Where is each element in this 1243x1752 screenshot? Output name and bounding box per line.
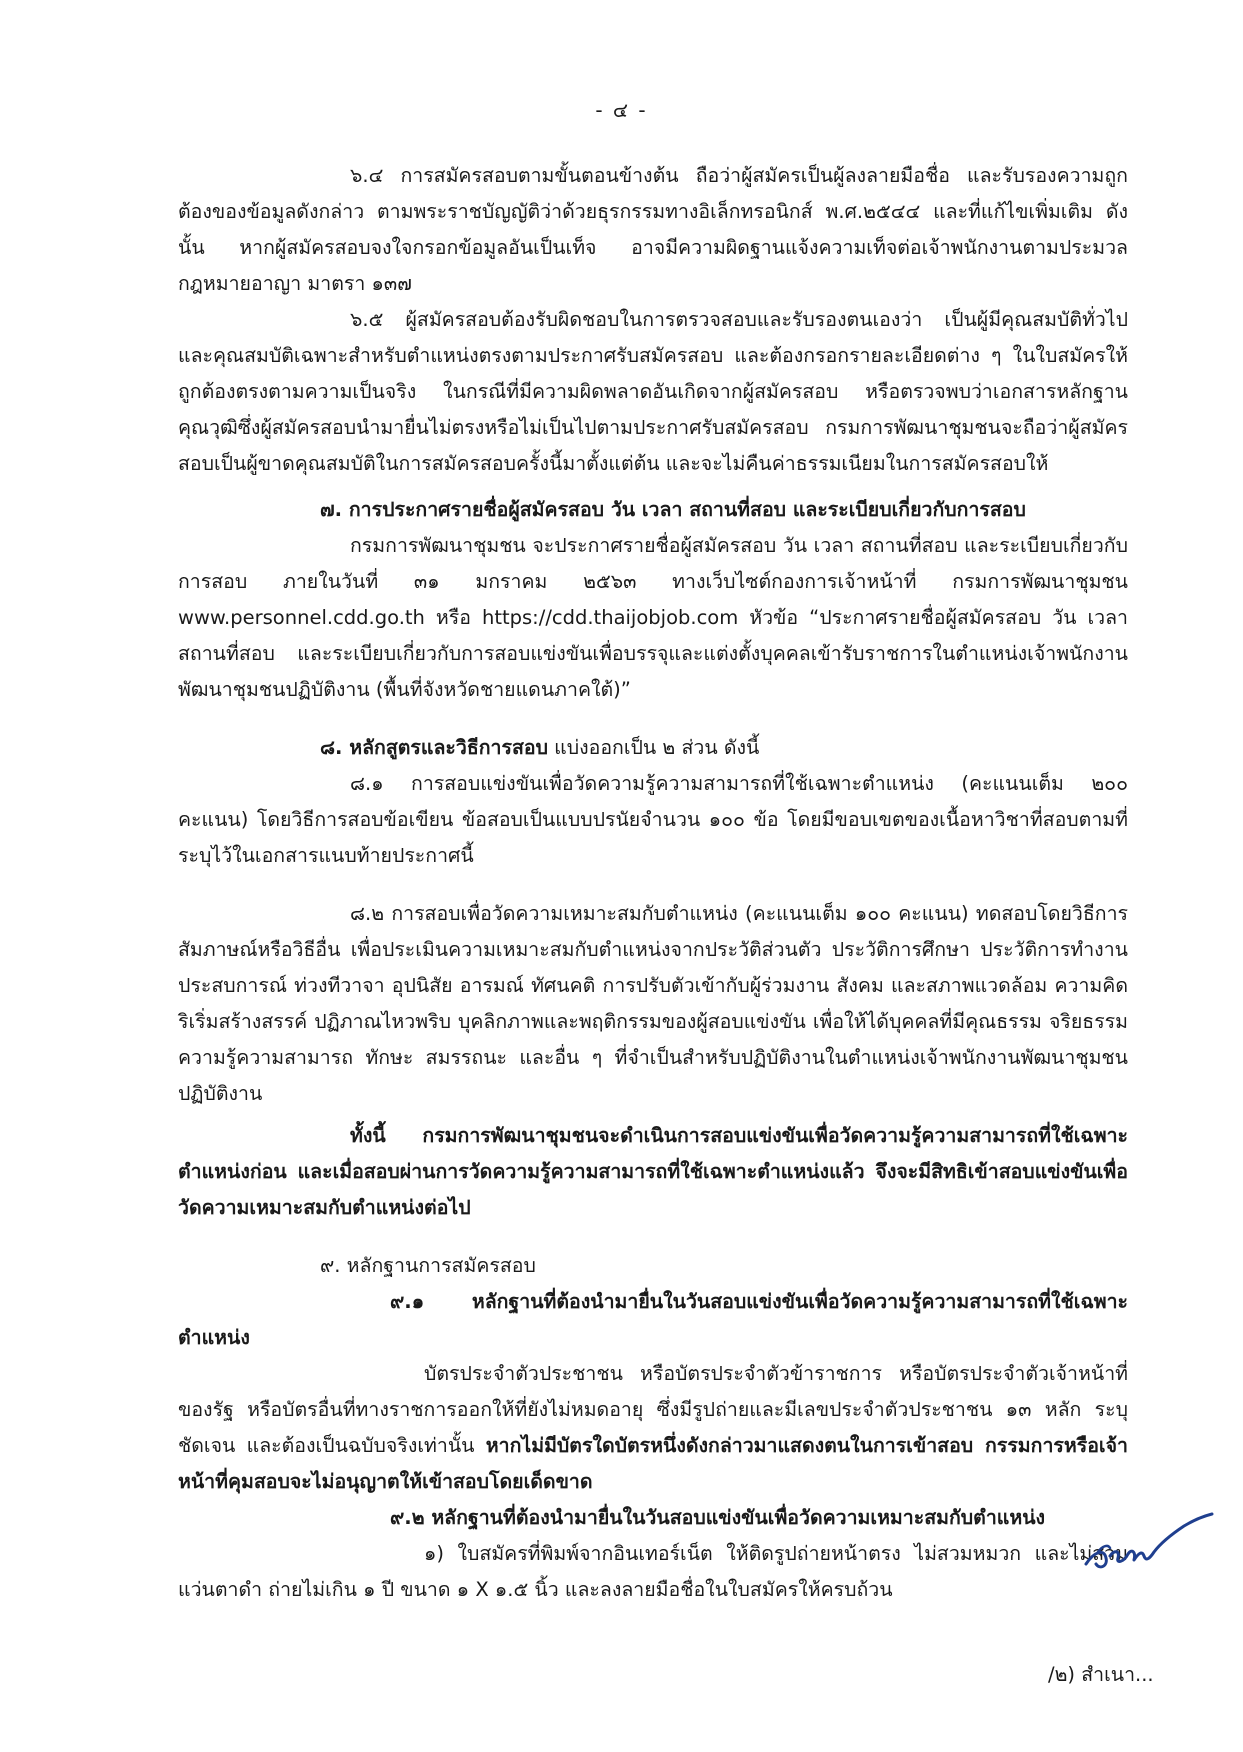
continuation-note: /๒) สำเนา... xyxy=(1048,1663,1154,1686)
heading-9-1: ๙.๑ หลักฐานที่ต้องนำมายื่นในวันสอบแข่งขันเพื่อวัดความรู้ความสามารถที่ใช้เฉพาะตำแหน่ง xyxy=(178,1290,1128,1349)
paragraph-9-1-text: บัตรประจำตัวประชาชน หรือบัตรประจำตัวข้าราชการ หรือบัตรประจำตัวเจ้าหน้าที่ของรัฐ หรือบัตรอื่นที่ทางราชการออกให้ที่ยังไม่หมดอายุ ซึ่งมีรูปถ่ายและมีเลขประจำตัวประชาชน ๑๓ หลัก ระบุชัดเจน และต้องเป็นฉบับจริงเท่านั้น xyxy=(178,1362,1128,1457)
page-number: - ๔ - xyxy=(595,98,648,122)
heading-7: ๗. การประกาศรายชื่อผู้สมัครสอบ วัน เวลา สถานที่สอบ และระเบียบเกี่ยวกับการสอบ xyxy=(320,498,1026,521)
heading-8-suffix: แบ่งออกเป็น ๒ ส่วน ดังนี้ xyxy=(547,736,760,759)
signature-mark xyxy=(1080,1512,1216,1582)
paragraph-8-2: ๘.๒ การสอบเพื่อวัดความเหมาะสมกับตำแหน่ง (คะแนนเต็ม ๑๐๐ คะแนน) ทดสอบโดยวิธีการสัมภาษณ์หรือวิธีอื่น เพื่อประเมินความเหมาะสมกับตำแหน่งจากประวัติส่วนตัว ประวัติการศึกษา ประวัติการทำงาน ประสบการณ์ ท่วงทีวาจา อุปนิสัย อารมณ์ ทัศนคติ การปรับตัวเข้ากับผู้ร่วมงาน สังคม และสภาพแวดล้อม ความคิดริเริ่มสร้างสรรค์ ปฏิภาณไหวพริบ บุคลิกภาพและพฤติกรรมของผู้สอบแข่งขัน เพื่อให้ได้บุคคลที่มีคุณธรรม จริยธรรม ความรู้ความสามารถ ทักษะ สมรรถนะ และอื่น ๆ ที่จำเป็นสำหรับปฏิบัติงานในตำแหน่งเจ้าพนักงานพัฒนาชุมชนปฏิบัติงาน xyxy=(178,902,1128,1105)
heading-9: ๙. หลักฐานการสมัครสอบ xyxy=(320,1254,536,1277)
paragraph-9-1-emphasis: หากไม่มีบัตรใดบัตรหนึ่งดังกล่าวมาแสดงตนในการเข้าสอบ กรรมการหรือเจ้าหน้าที่คุมสอบจะไม่อนุญาตให้เข้าสอบโดยเด็ดขาด xyxy=(178,1434,1128,1493)
heading-8 xyxy=(178,730,1128,766)
paragraph-6-4: ๖.๔ การสมัครสอบตามขั้นตอนข้างต้น ถือว่าผู้สมัครเป็นผู้ลงลายมือชื่อ และรับรองความถูกต้องของข้อมูลดังกล่าว ตามพระราชบัญญัติว่าด้วยธุรกรรมทางอิเล็กทรอนิกส์ พ.ศ.๒๕๔๔ และที่แก้ไขเพิ่มเติม ดังนั้น หากผู้สมัครสอบจงใจกรอกข้อมูลอันเป็นเท็จ อาจมีความผิดฐานแจ้งความเท็จต่อเจ้าพนักงานตามประมวลกฎหมายอาญา มาตรา ๑๓๗ xyxy=(178,164,1128,295)
paragraph-9-2-1: ๑) ใบสมัครที่พิมพ์จากอินเทอร์เน็ต ให้ติดรูปถ่ายหน้าตรง ไม่สวมหมวก และไม่สวมแว่นตาดำ ถ่ายไม่เกิน ๑ ปี ขนาด ๑ X ๑.๕ นิ้ว และลงลายมือชื่อในใบสมัครให้ครบถ้วน xyxy=(178,1542,1128,1601)
paragraph-8-note: ทั้งนี้ กรมการพัฒนาชุมชนจะดำเนินการสอบแข่งขันเพื่อวัดความรู้ความสามารถที่ใช้เฉพาะตำแหน่งก่อน และเมื่อสอบผ่านการวัดความรู้ความสามารถที่ใช้เฉพาะตำแหน่งแล้ว จึงจะมีสิทธิเข้าสอบแข่งขันเพื่อวัดความเหมาะสมกับตำแหน่งต่อไป xyxy=(178,1124,1128,1219)
document-body xyxy=(178,158,1128,1608)
heading-8-title: ๘. หลักสูตรและวิธีการสอบ xyxy=(320,736,548,759)
paragraph-7: กรมการพัฒนาชุมชน จะประกาศรายชื่อผู้สมัครสอบ วัน เวลา สถานที่สอบ และระเบียบเกี่ยวกับการสอบ ภายในวันที่ ๓๑ มกราคม ๒๕๖๓ ทางเว็บไซต์กองการเจ้าหน้าที่ กรมการพัฒนาชุมชน www.personnel.cdd.go.th หรือ https://cdd.thaijobjob.com หัวข้อ “ประกาศรายชื่อผู้สมัครสอบ วัน เวลา สถานที่สอบ และระเบียบเกี่ยวกับการสอบแข่งขันเพื่อบรรจุและแต่งตั้งบุคคลเข้ารับราชการในตำแหน่งเจ้าพนักงานพัฒนาชุมชนปฏิบัติงาน (พื้นที่จังหวัดชายแดนภาคใต้)” xyxy=(178,534,1128,701)
paragraph-9-1 xyxy=(178,1356,1128,1500)
paragraph-6-5: ๖.๕ ผู้สมัครสอบต้องรับผิดชอบในการตรวจสอบและรับรองตนเองว่า เป็นผู้มีคุณสมบัติทั่วไปและคุณสมบัติเฉพาะสำหรับตำแหน่งตรงตามประกาศรับสมัครสอบ และต้องกรอกรายละเอียดต่าง ๆ ในใบสมัครให้ถูกต้องตรงตามความเป็นจริง ในกรณีที่มีความผิดพลาดอันเกิดจากผู้สมัครสอบ หรือตรวจพบว่าเอกสารหลักฐานคุณวุฒิซึ่งผู้สมัครสอบนำมายื่นไม่ตรงหรือไม่เป็นไปตามประกาศรับสมัครสอบ กรมการพัฒนาชุมชนจะถือว่าผู้สมัครสอบเป็นผู้ขาดคุณสมบัติในการสมัครสอบครั้งนี้มาตั้งแต่ต้น และจะไม่คืนค่าธรรมเนียมในการสมัครสอบให้ xyxy=(178,308,1128,475)
heading-9-2: ๙.๒ หลักฐานที่ต้องนำมายื่นในวันสอบแข่งขันเพื่อวัดความเหมาะสมกับตำแหน่ง xyxy=(390,1506,1046,1529)
paragraph-8-1: ๘.๑ การสอบแข่งขันเพื่อวัดความรู้ความสามารถที่ใช้เฉพาะตำแหน่ง (คะแนนเต็ม ๒๐๐ คะแนน) โดยวิธีการสอบข้อเขียน ข้อสอบเป็นแบบปรนัยจำนวน ๑๐๐ ข้อ โดยมีขอบเขตของเนื้อหาวิชาที่สอบตามที่ระบุไว้ในเอกสารแนบท้ายประกาศนี้ xyxy=(178,772,1128,867)
